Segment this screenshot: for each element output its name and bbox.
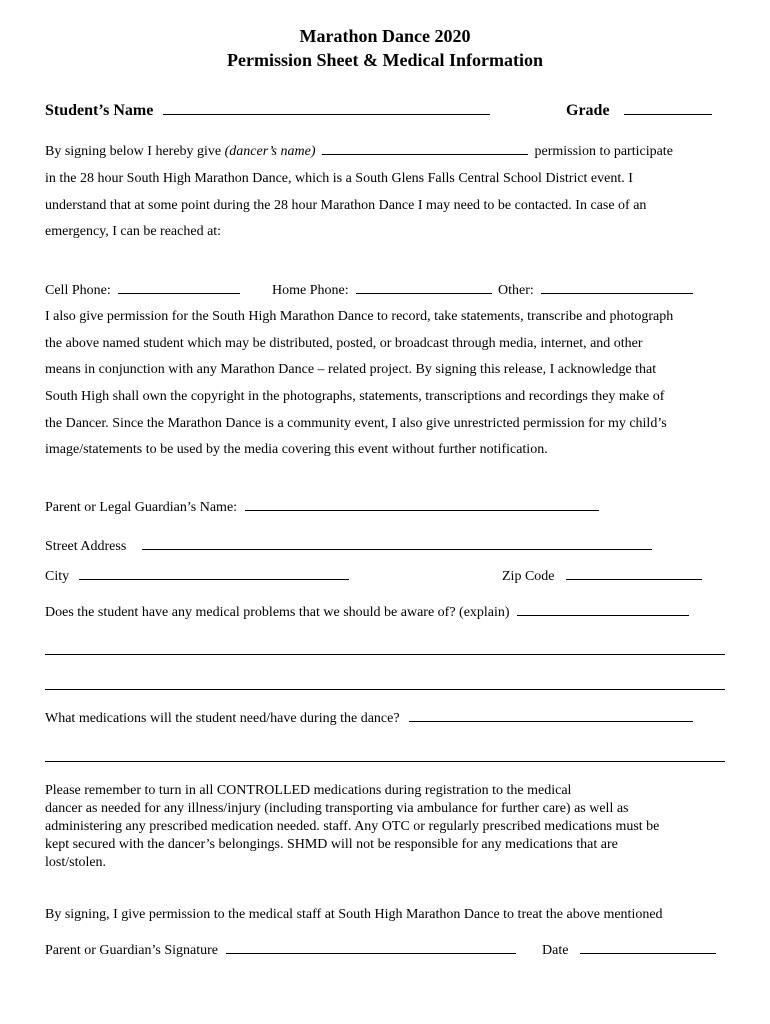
zip-code-label: Zip Code: [502, 569, 555, 584]
guardian-signature-label: Parent or Guardian’s Signature: [45, 943, 219, 958]
date-row: [542, 943, 716, 959]
medical-problems-question: Does the student have any medical problems that we should be aware of? (explain): [45, 605, 510, 620]
street-address-field[interactable]: [142, 548, 652, 550]
medication-notice-line-4: kept secured with the dancer’s belongings. SHMD will not be responsible for any medications that are: [45, 837, 618, 852]
cell-phone-field[interactable]: [118, 292, 240, 294]
student-name-field[interactable]: [163, 113, 490, 115]
guardian-name-row: [45, 500, 599, 516]
street-address-row: [45, 539, 652, 555]
guardian-name-field[interactable]: [245, 509, 599, 511]
medication-notice-line-2: dancer as needed for any illness/injury (including transporting via ambulance for further care) as well as: [45, 801, 629, 816]
consent-line-2: in the 28 hour South High Marathon Dance, which is a South Glens Falls Central School District event. I: [45, 171, 633, 186]
date-field[interactable]: [580, 952, 716, 954]
medications-row: [45, 711, 693, 727]
media-release-line-1: I also give permission for the South High Marathon Dance to record, take statements, transcribe and photograph: [45, 309, 674, 324]
medical-problems-field[interactable]: [517, 614, 689, 616]
medication-notice-line-1: Please remember to turn in all CONTROLLED medications during registration to the medical: [45, 783, 572, 798]
zip-code-row: [502, 569, 702, 585]
home-phone-row: [272, 283, 492, 299]
other-phone-row: [498, 283, 693, 299]
medical-problems-line-3[interactable]: [45, 689, 725, 690]
consent-line-1: [45, 144, 673, 160]
student-name-label: Student’s Name: [45, 102, 154, 119]
medical-problems-line-2[interactable]: [45, 654, 725, 655]
city-row: [45, 569, 349, 585]
consent-text-post: permission to participate: [534, 144, 673, 159]
form-title: Marathon Dance 2020: [299, 26, 471, 46]
media-release-line-6: image/statements to be used by the media covering this event without further notification.: [45, 442, 548, 457]
home-phone-field[interactable]: [356, 292, 492, 294]
consent-text-pre: By signing below I hereby give: [45, 144, 225, 159]
guardian-signature-field[interactable]: [226, 952, 516, 954]
medical-problems-row: [45, 605, 689, 621]
medications-question: What medications will the student need/have during the dance?: [45, 711, 400, 726]
cell-phone-label: Cell Phone:: [45, 283, 111, 298]
guardian-name-label: Parent or Legal Guardian’s Name:: [45, 500, 238, 515]
media-release-line-2: the above named student which may be distributed, posted, or broadcast through media, internet, and other: [45, 336, 643, 351]
medication-notice-line-5: lost/stolen.: [45, 855, 107, 870]
medication-notice-line-3: administering any prescribed medication needed. staff. Any OTC or regularly prescribed medications must be: [45, 819, 660, 834]
cell-phone-row: [45, 283, 240, 299]
street-address-label: Street Address: [45, 539, 127, 554]
student-name-row: [45, 102, 490, 120]
grade-label: Grade: [566, 102, 610, 119]
treatment-permission-text: By signing, I give permission to the medical staff at South High Marathon Dance to treat the above mentioned: [45, 907, 663, 922]
other-phone-label: Other:: [498, 283, 534, 298]
guardian-signature-row: [45, 943, 516, 959]
medications-field[interactable]: [409, 720, 693, 722]
zip-code-field[interactable]: [566, 578, 702, 580]
city-label: City: [45, 569, 70, 584]
grade-row: [566, 102, 712, 120]
dancer-name-field[interactable]: [322, 153, 528, 155]
grade-field[interactable]: [624, 113, 712, 115]
city-field[interactable]: [79, 578, 349, 580]
media-release-line-3: means in conjunction with any Marathon Dance – related project. By signing this release, I acknowledge that: [45, 362, 657, 377]
consent-line-3: understand that at some point during the 28 hour Marathon Dance I may need to be contacted. In case of an: [45, 198, 647, 213]
medications-line-2[interactable]: [45, 761, 725, 762]
form-subtitle: Permission Sheet & Medical Information: [227, 50, 543, 70]
date-label: Date: [542, 943, 569, 958]
media-release-line-4: South High shall own the copyright in the photographs, statements, transcriptions and recordings they make of: [45, 389, 665, 404]
home-phone-label: Home Phone:: [272, 283, 349, 298]
media-release-line-5: the Dancer. Since the Marathon Dance is a community event, I also give unrestricted permission for my child’s: [45, 416, 667, 431]
dancer-name-hint: (dancer’s name): [224, 144, 316, 159]
consent-line-4: emergency, I can be reached at:: [45, 224, 222, 239]
other-phone-field[interactable]: [541, 292, 693, 294]
